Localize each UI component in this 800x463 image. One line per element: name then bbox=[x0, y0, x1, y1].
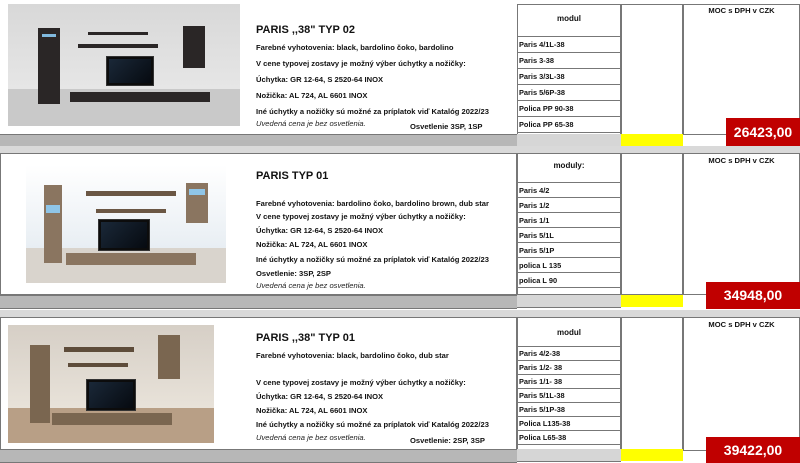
lowboard bbox=[66, 253, 196, 265]
product-title: PARIS ,,38" TYP 02 bbox=[256, 24, 355, 36]
lighting-text: Osvetlenie 3SP, 1SP bbox=[410, 122, 483, 131]
extra-options-text: Iné úchytky a nožičky sú možné za príplatok viď Katalóg 2022/23 bbox=[256, 420, 489, 429]
price-note: Uvedená cena je bez osvetlenia. bbox=[256, 281, 366, 290]
module-item: polica L 90 bbox=[517, 273, 621, 288]
module-item: Paris 4/2 bbox=[517, 183, 621, 198]
product-photo bbox=[26, 165, 226, 283]
handle-text: Úchytka: GR 12-64, S 2520-64 INOX bbox=[256, 226, 384, 235]
highlight-cell bbox=[621, 449, 683, 461]
leg-text: Nožička: AL 724, AL 6601 INOX bbox=[256, 240, 368, 249]
tv bbox=[98, 219, 150, 251]
wall-cabinet bbox=[183, 26, 205, 68]
price-value: 34948,00 bbox=[706, 282, 800, 309]
module-item: Paris 5/1P-38 bbox=[517, 403, 621, 417]
product-block-paris-38-typ-02 bbox=[0, 0, 800, 146]
separator-bar bbox=[0, 449, 517, 463]
module-item: Paris 4/1L-38 bbox=[517, 37, 621, 53]
tall-cabinet bbox=[38, 28, 60, 104]
tv bbox=[106, 56, 154, 86]
wall-shelf bbox=[88, 32, 148, 35]
module-item: polica L 135 bbox=[517, 258, 621, 273]
leg-text: Nožička: AL 724, AL 6601 INOX bbox=[256, 406, 368, 415]
qty-column bbox=[621, 317, 683, 451]
separator-bar bbox=[0, 295, 517, 309]
price-column bbox=[683, 317, 800, 451]
highlight-cell bbox=[621, 134, 683, 146]
module-header: modul bbox=[557, 14, 581, 23]
price-header: MOC s DPH v CZK bbox=[708, 156, 775, 165]
light bbox=[189, 189, 205, 195]
lighting-text: Osvetlenie: 3SP, 2SP bbox=[256, 269, 331, 278]
wall-shelf bbox=[78, 44, 158, 48]
module-item: Polica L65-38 bbox=[517, 431, 621, 445]
qty-column bbox=[621, 4, 683, 135]
handle-choice-text: V cene typovej zostavy je možný výber úchytky a nožičky: bbox=[256, 59, 466, 68]
module-item: Polica L135-38 bbox=[517, 417, 621, 431]
light bbox=[42, 34, 56, 37]
tall-cabinet bbox=[30, 345, 50, 423]
module-item: Paris 1/1- 38 bbox=[517, 375, 621, 389]
lowboard bbox=[52, 413, 172, 425]
color-options: Farebné vyhotovenia: bardolino čoko, bardolino brown, dub star bbox=[256, 199, 489, 208]
lowboard bbox=[70, 92, 210, 102]
price-column bbox=[683, 153, 800, 295]
section-gap bbox=[0, 310, 800, 317]
product-photo bbox=[8, 325, 214, 443]
price-note: Uvedená cena je bez osvetlenia. bbox=[256, 433, 366, 442]
gray-cell bbox=[517, 295, 621, 308]
module-header: modul bbox=[557, 328, 581, 337]
product-title: PARIS TYP 01 bbox=[256, 170, 329, 182]
wall-shelf bbox=[96, 209, 166, 213]
price-value: 26423,00 bbox=[726, 118, 800, 146]
qty-column bbox=[621, 153, 683, 295]
price-column bbox=[683, 4, 800, 135]
wall-shelf bbox=[64, 347, 134, 352]
module-item: Paris 4/2-38 bbox=[517, 347, 621, 361]
tall-cabinet bbox=[44, 185, 62, 263]
module-item: Paris 5/1P bbox=[517, 243, 621, 258]
module-item: Polica PP 65-38 bbox=[517, 117, 621, 133]
module-item: Polica PP 90-38 bbox=[517, 101, 621, 117]
handle-choice-text: V cene typovej zostavy je možný výber úchytky a nožičky: bbox=[256, 212, 466, 221]
lighting-text: Osvetlenie: 2SP, 3SP bbox=[410, 436, 485, 445]
module-item: Paris 1/1 bbox=[517, 213, 621, 228]
color-options: Farebné vyhotovenia: black, bardolino čoko, bardolino bbox=[256, 43, 454, 52]
price-header: MOC s DPH v CZK bbox=[708, 6, 775, 15]
wall-cabinet bbox=[158, 335, 180, 379]
gray-cell bbox=[517, 449, 621, 462]
module-item: Paris 1/2- 38 bbox=[517, 361, 621, 375]
product-title: PARIS ,,38" TYP 01 bbox=[256, 332, 355, 344]
handle-choice-text: V cene typovej zostavy je možný výber úchytky a nožičky: bbox=[256, 378, 466, 387]
price-header: MOC s DPH v CZK bbox=[708, 320, 775, 329]
product-block-paris-typ-01 bbox=[0, 153, 800, 310]
extra-options-text: Iné úchytky a nožičky sú možné za príplatok viď Katalóg 2022/23 bbox=[256, 255, 489, 264]
tv bbox=[86, 379, 136, 411]
module-item: Paris 5/1L bbox=[517, 228, 621, 243]
module-item: Paris 5/1L-38 bbox=[517, 389, 621, 403]
product-photo bbox=[8, 4, 240, 126]
color-options: Farebné vyhotovenia: black, bardolino čoko, dub star bbox=[256, 351, 449, 360]
handle-text: Úchytka: GR 12-64, S 2520-64 INOX bbox=[256, 392, 384, 401]
highlight-cell bbox=[621, 295, 683, 307]
wall-shelf bbox=[68, 363, 128, 367]
module-item: Paris 5/6P-38 bbox=[517, 85, 621, 101]
module-item: Paris 3/3L-38 bbox=[517, 69, 621, 85]
handle-text: Úchytka: GR 12-64, S 2520-64 INOX bbox=[256, 75, 384, 84]
wall-shelf bbox=[86, 191, 176, 196]
module-header: moduly: bbox=[553, 161, 585, 170]
module-item: Paris 3-38 bbox=[517, 53, 621, 69]
extra-options-text: Iné úchytky a nožičky sú možné za príplatok viď Katalóg 2022/23 bbox=[256, 107, 489, 116]
price-note: Uvedená cena je bez osvetlenia. bbox=[256, 119, 366, 128]
module-item: Paris 1/2 bbox=[517, 198, 621, 213]
section-gap bbox=[0, 146, 800, 153]
light bbox=[46, 205, 60, 213]
price-value: 39422,00 bbox=[706, 437, 800, 463]
leg-text: Nožička: AL 724, AL 6601 INOX bbox=[256, 91, 368, 100]
product-block-paris-38-typ-01 bbox=[0, 317, 800, 463]
